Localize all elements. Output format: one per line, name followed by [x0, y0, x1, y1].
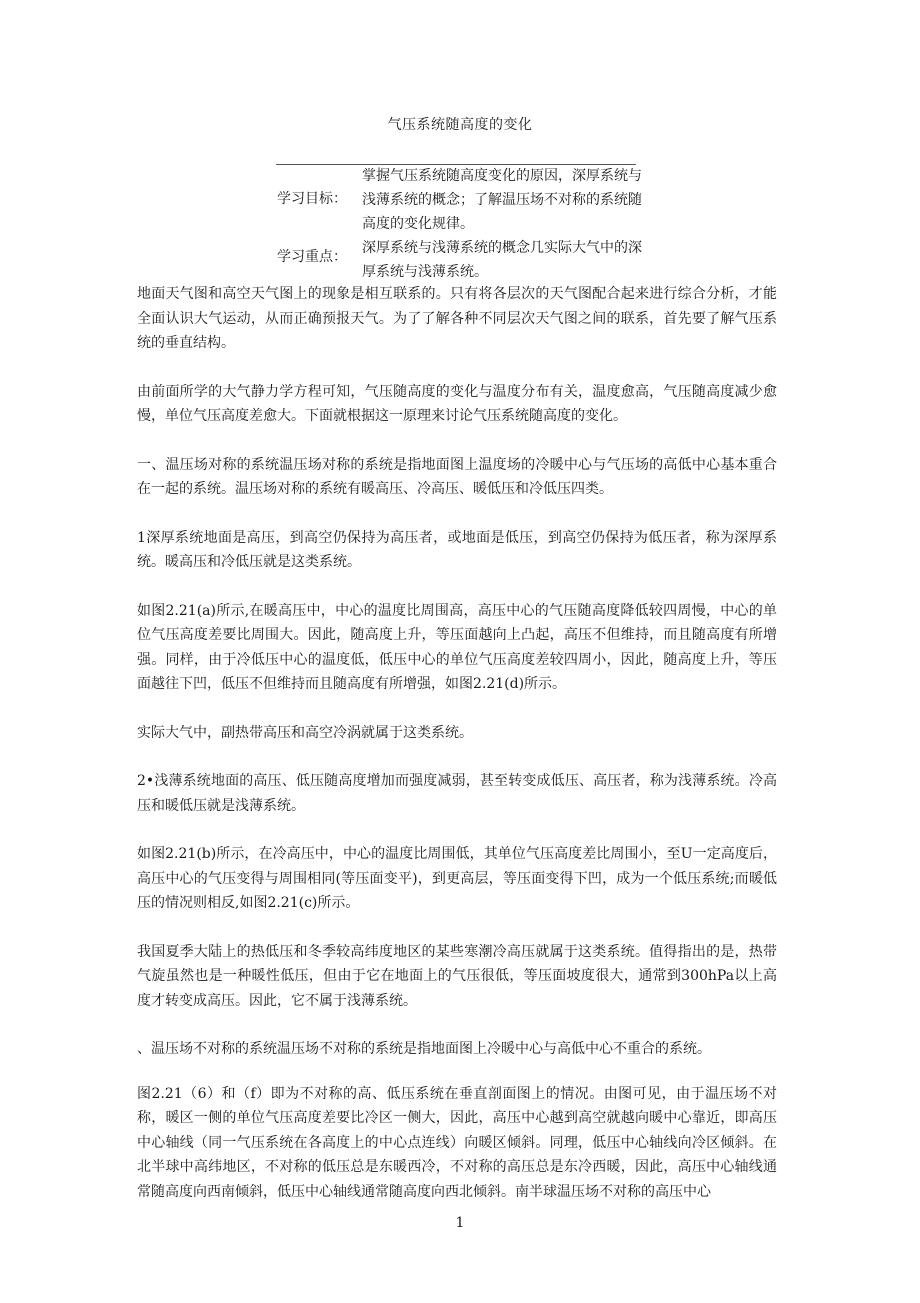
paragraph: 我国夏季大陆上的热低压和冬季较高纬度地区的某些寒潮冷高压就属于这类系统。值得指出的是，热带气旋虽然也是一种暖性低压，但由于它在地面上的气压很低，等压面坡度很大，通常到300hPa以上高度才转变成高压。因此，它不属于浅薄系统。 — [137, 943, 777, 1009]
paragraph: 2•浅薄系统地面的高压、低压随高度增加而强度减弱，甚至转变成低压、高压者，称为浅薄系统。冷高压和暖低压就是浅薄系统。 — [137, 773, 777, 814]
learning-goal-label: 学习目标： — [277, 191, 347, 207]
page-title: 气压系统随高度的变化 — [387, 117, 533, 133]
paragraph: 1深厚系统地面是高压，到高空仍保持为高压者，或地面是低压，到高空仍保持为低压者，称为深厚系统。暖高压和冷低压就是这类系统。 — [137, 529, 777, 570]
learning-goal-text: 掌握气压系统随高度变化的原因，深厚系统与浅薄系统的概念；了解温压场不对称的系统随高度的变化规律。 — [362, 168, 642, 232]
paragraph: 图2.21（6）和（f）即为不对称的高、低压系统在垂直剖面图上的情况。由图可见，由于温压场不对称，暖区一侧的单位气压高度差要比冷区一侧大，因此，高压中心越到高空就越向暖中心靠近，即高压中心轴线（同一气压系统在各高度上的中心点连线）向暖区倾斜。同理，低压中心轴线向冷区倾斜。在北半球中高纬地区，不对称的低压总是东暖西冷，不对称的高压总是东冷西暖，因此，高压中心轴线通常随高度向西南倾斜，低压中心轴线通常随高度向西北倾斜。南半球温压场不对称的高压中心 — [137, 1085, 777, 1200]
paragraph: 、温压场不对称的系统温压场不对称的系统是指地面图上冷暖中心与高低中心不重合的系统。 — [137, 1041, 711, 1057]
paragraph: 实际大气中，副热带高压和高空冷涡就属于这类系统。 — [137, 724, 473, 741]
paragraph: 如图2.21(b)所示，在冷高压中，中心的温度比周围低，其单位气压高度差比周围小，至U一定高度后，高压中心的气压变得与周围相同(等压面变平)，到更高层，等压面变得下凹，成为一个低压系统;而暖低压的情况则相反,如图2.21(c)所示。 — [137, 846, 777, 911]
learning-focus-label: 学习重点： — [277, 249, 347, 265]
page-number: 1 — [455, 1215, 465, 1231]
paragraph: 如图2.21(a)所示,在暖高压中，中心的温度比周围高，高压中心的气压随高度降低较四周慢，中心的单位气压高度差要比周围大。因此，随高度上升，等压面越向上凸起，高压不但维持，而且随高度有所增强。同样，由于冷低压中心的温度低，低压中心的单位气压高度差较四周小，因此，随高度上升，等压面越往下凹，低压不但维持而且随高度有所增强，如图2.21(d)所示。 — [137, 602, 777, 692]
paragraph: 一、温压场对称的系统温压场对称的系统是指地面图上温度场的冷暖中心与气压场的高低中心基本重合在一起的系统。温压场对称的系统有暖高压、冷高压、暖低压和冷低压四类。 — [137, 456, 777, 497]
learning-focus-text: 深厚系统与浅薄系统的概念几实际大气中的深厚系统与浅薄系统。 — [362, 240, 642, 280]
body-text — [137, 282, 777, 1228]
paragraph: 由前面所学的大气静力学方程可知，气压随高度的变化与温度分布有关，温度愈高，气压随高度减少愈慢，单位气压高度差愈大。下面就根据这一原理来讨论气压系统随高度的变化。 — [137, 383, 777, 424]
paragraph: 地面天气图和高空天气图上的现象是相互联系的。只有将各层次的天气图配合起来进行综合分析，才能全面认识大气运动，从而正确预报天气。为了了解各种不同层次天气图之间的联系，首先要了解气压系统的垂直结构。 — [137, 286, 777, 351]
